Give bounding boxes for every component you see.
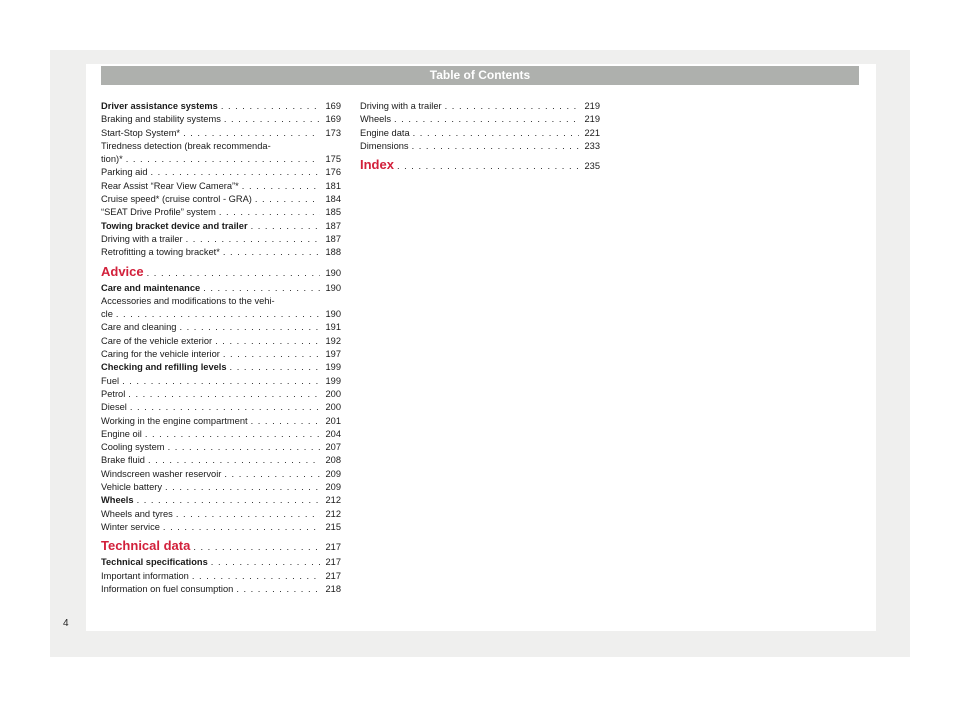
toc-leader-dots xyxy=(163,521,320,534)
toc-leader-dots xyxy=(165,481,320,494)
toc-page-number: 217 xyxy=(325,570,341,581)
toc-leader-dots xyxy=(176,508,320,521)
toc-entry-title: Windscreen washer reservoir xyxy=(101,468,222,479)
toc-leader-dots xyxy=(168,441,320,454)
toc-entry[interactable] xyxy=(101,388,341,401)
toc-entry[interactable] xyxy=(101,428,341,441)
page-title: Table of Contents xyxy=(101,66,859,85)
toc-entry[interactable] xyxy=(101,401,341,414)
toc-leader-dots xyxy=(255,193,320,206)
toc-entry-title: Start-Stop System* xyxy=(101,127,181,138)
toc-entry[interactable] xyxy=(101,468,341,481)
toc-entry[interactable] xyxy=(101,481,341,494)
toc-entry[interactable] xyxy=(101,415,341,428)
toc-entry[interactable] xyxy=(101,335,341,348)
toc-entry-title: Cooling system xyxy=(101,442,165,453)
toc-entry-title: Wheels xyxy=(101,495,134,506)
toc-entry[interactable] xyxy=(101,220,341,233)
toc-leader-dots xyxy=(126,153,320,166)
toc-leader-dots xyxy=(251,220,320,233)
toc-entry-title: Advice xyxy=(101,263,144,279)
toc-leader-dots xyxy=(203,282,320,295)
toc-leader-dots xyxy=(145,428,320,441)
toc-leader-dots xyxy=(116,308,320,321)
toc-leader-dots xyxy=(128,388,320,401)
toc-page-number: 199 xyxy=(325,362,341,373)
toc-page-number: 200 xyxy=(325,402,341,413)
toc-page-number: 208 xyxy=(325,455,341,466)
toc-entry-title: Parking aid xyxy=(101,167,148,178)
toc-entry[interactable] xyxy=(101,508,341,521)
toc-page-number: 221 xyxy=(584,127,600,138)
toc-entry-title: Vehicle battery xyxy=(101,482,162,493)
toc-page-number: 190 xyxy=(325,309,341,320)
toc-entry[interactable] xyxy=(360,140,600,153)
toc-leader-dots xyxy=(137,494,320,507)
toc-leader-dots xyxy=(151,166,320,179)
toc-entry-title: Driving with a trailer xyxy=(360,101,442,111)
toc-page-number: 176 xyxy=(325,167,341,178)
toc-entry-title: Towing bracket device and trailer xyxy=(101,220,248,231)
toc-entry-title: Braking and stability systems xyxy=(101,114,221,125)
toc-entry[interactable] xyxy=(101,100,341,113)
toc-page-number: 201 xyxy=(325,415,341,426)
toc-leader-dots xyxy=(242,180,320,193)
toc-section-heading[interactable] xyxy=(101,536,341,556)
toc-entry-title: Wheels xyxy=(360,114,392,125)
toc-entry[interactable] xyxy=(101,282,341,295)
toc-leader-dots xyxy=(221,100,320,113)
toc-entry-title: Tiredness detection (break recommenda- xyxy=(101,140,271,151)
toc-leader-dots xyxy=(223,348,320,361)
toc-entry-title: Petrol xyxy=(101,388,126,399)
toc-leader-dots xyxy=(224,468,320,481)
toc-entry-title: Driving with a trailer xyxy=(101,233,183,244)
toc-leader-dots xyxy=(219,206,320,219)
toc-leader-dots xyxy=(413,127,579,140)
toc-entry[interactable] xyxy=(101,494,341,507)
toc-leader-dots xyxy=(179,321,320,334)
toc-leader-dots xyxy=(251,415,320,428)
toc-entry[interactable] xyxy=(101,193,341,206)
toc-page-number: 188 xyxy=(325,247,341,258)
toc-leader-dots xyxy=(130,401,320,414)
toc-page-number: 218 xyxy=(325,583,341,594)
toc-entry-title: cle xyxy=(101,309,113,320)
toc-entry-title: Index xyxy=(360,157,394,173)
toc-entry[interactable] xyxy=(101,140,341,153)
toc-leader-dots xyxy=(397,156,579,176)
toc-leader-dots xyxy=(394,113,579,126)
toc-entry[interactable] xyxy=(101,583,341,596)
toc-page-number: 217 xyxy=(325,542,341,553)
toc-entry-title: Driver assistance systems xyxy=(101,101,218,111)
toc-entry-title: Caring for the vehicle interior xyxy=(101,349,220,360)
toc-entry[interactable] xyxy=(360,127,600,140)
toc-page-number: 185 xyxy=(325,207,341,218)
toc-entry-title: Care and maintenance xyxy=(101,282,201,293)
toc-page-number: 215 xyxy=(325,521,341,532)
page-number: 4 xyxy=(63,618,69,629)
toc-leader-dots xyxy=(224,113,320,126)
toc-page-number: 187 xyxy=(325,220,341,231)
toc-page-number: 187 xyxy=(325,233,341,244)
toc-entry[interactable] xyxy=(101,180,341,193)
toc-section-heading[interactable] xyxy=(101,262,341,282)
toc-leader-dots xyxy=(186,233,320,246)
toc-page-number: 190 xyxy=(325,267,341,278)
toc-page-number: 199 xyxy=(325,375,341,386)
toc-leader-dots xyxy=(148,454,320,467)
toc-section-heading[interactable] xyxy=(360,155,600,175)
toc-page-number: 175 xyxy=(325,154,341,165)
toc-entry[interactable] xyxy=(101,166,341,179)
toc-page-number: 209 xyxy=(325,482,341,493)
toc-page-number: 173 xyxy=(325,127,341,138)
toc-entry[interactable] xyxy=(101,113,341,126)
toc-page-number: 219 xyxy=(584,114,600,125)
toc-entry[interactable] xyxy=(101,206,341,219)
toc-leader-dots xyxy=(412,140,579,153)
toc-entry-title: Retrofitting a towing bracket* xyxy=(101,247,220,258)
toc-entry-title: Care of the vehicle exterior xyxy=(101,335,213,346)
toc-page-number: 200 xyxy=(325,388,341,399)
toc-entry-title: Fuel xyxy=(101,375,120,386)
toc-entry-title: Accessories and modifications to the vehi- xyxy=(101,295,275,306)
toc-entry-title: Diesel xyxy=(101,402,127,413)
toc-page-number: 235 xyxy=(584,161,600,172)
toc-entry-title: Working in the engine compartment xyxy=(101,415,248,426)
toc-page-number: 169 xyxy=(325,101,341,111)
toc-page-number: 212 xyxy=(325,495,341,506)
toc-entry[interactable] xyxy=(101,521,341,534)
toc-entry[interactable] xyxy=(101,348,341,361)
toc-entry-title: Winter service xyxy=(101,521,160,532)
toc-page-number: 184 xyxy=(325,194,341,205)
toc-column-right xyxy=(360,100,600,175)
toc-entry-title: Wheels and tyres xyxy=(101,508,173,519)
toc-leader-dots xyxy=(183,127,320,140)
toc-page-number: 204 xyxy=(325,428,341,439)
toc-leader-dots xyxy=(193,537,320,557)
toc-page-number: 169 xyxy=(325,114,341,125)
toc-leader-dots xyxy=(236,583,320,596)
toc-entry[interactable] xyxy=(101,454,341,467)
toc-entry-title: “SEAT Drive Profile” system xyxy=(101,207,216,218)
toc-entry-title: Care and cleaning xyxy=(101,322,177,333)
toc-leader-dots xyxy=(122,375,320,388)
toc-entry-title: Engine data xyxy=(360,127,410,138)
toc-entry[interactable] xyxy=(101,441,341,454)
toc-leader-dots xyxy=(147,263,320,283)
toc-page-number: 207 xyxy=(325,442,341,453)
toc-page-number: 190 xyxy=(325,282,341,293)
toc-page-number: 192 xyxy=(325,335,341,346)
toc-entry[interactable] xyxy=(101,321,341,334)
toc-entry-title: Important information xyxy=(101,570,189,581)
toc-entry-title: Technical specifications xyxy=(101,557,208,568)
toc-entry-title: Information on fuel consumption xyxy=(101,583,234,594)
toc-entry[interactable] xyxy=(360,113,600,126)
toc-leader-dots xyxy=(230,361,320,374)
toc-page-number: 181 xyxy=(325,180,341,191)
toc-leader-dots xyxy=(192,570,320,583)
toc-leader-dots xyxy=(211,556,320,569)
toc-leader-dots xyxy=(223,246,320,259)
toc-entry-title: Checking and refilling levels xyxy=(101,362,227,373)
toc-entry[interactable] xyxy=(101,127,341,140)
toc-leader-dots xyxy=(215,335,320,348)
toc-entry-title: Dimensions xyxy=(360,140,409,151)
toc-column-left xyxy=(101,100,341,596)
toc-entry-title: Brake fluid xyxy=(101,455,145,466)
toc-leader-dots xyxy=(445,100,579,113)
toc-page-number: 191 xyxy=(325,322,341,333)
toc-entry-title: Technical data xyxy=(101,538,191,554)
toc-page-number: 219 xyxy=(584,101,600,111)
toc-entry-title: tion)* xyxy=(101,154,123,165)
toc-entry[interactable] xyxy=(101,361,341,374)
toc-entry[interactable] xyxy=(101,233,341,246)
toc-entry[interactable] xyxy=(101,295,341,308)
toc-page-number: 212 xyxy=(325,508,341,519)
toc-entry[interactable] xyxy=(101,308,341,321)
toc-page-number: 233 xyxy=(584,140,600,151)
toc-entry-title: Engine oil xyxy=(101,428,142,439)
toc-entry[interactable] xyxy=(101,570,341,583)
toc-entry[interactable] xyxy=(101,246,341,259)
toc-entry[interactable] xyxy=(101,556,341,569)
toc-page-number: 217 xyxy=(325,557,341,568)
toc-page-number: 209 xyxy=(325,468,341,479)
toc-entry-title: Cruise speed* (cruise control - GRA) xyxy=(101,194,252,205)
toc-page-number: 197 xyxy=(325,349,341,360)
toc-entry[interactable] xyxy=(360,100,600,113)
toc-entry[interactable] xyxy=(101,375,341,388)
toc-entry-title: Rear Assist “Rear View Camera”* xyxy=(101,180,239,191)
toc-entry[interactable] xyxy=(101,153,341,166)
